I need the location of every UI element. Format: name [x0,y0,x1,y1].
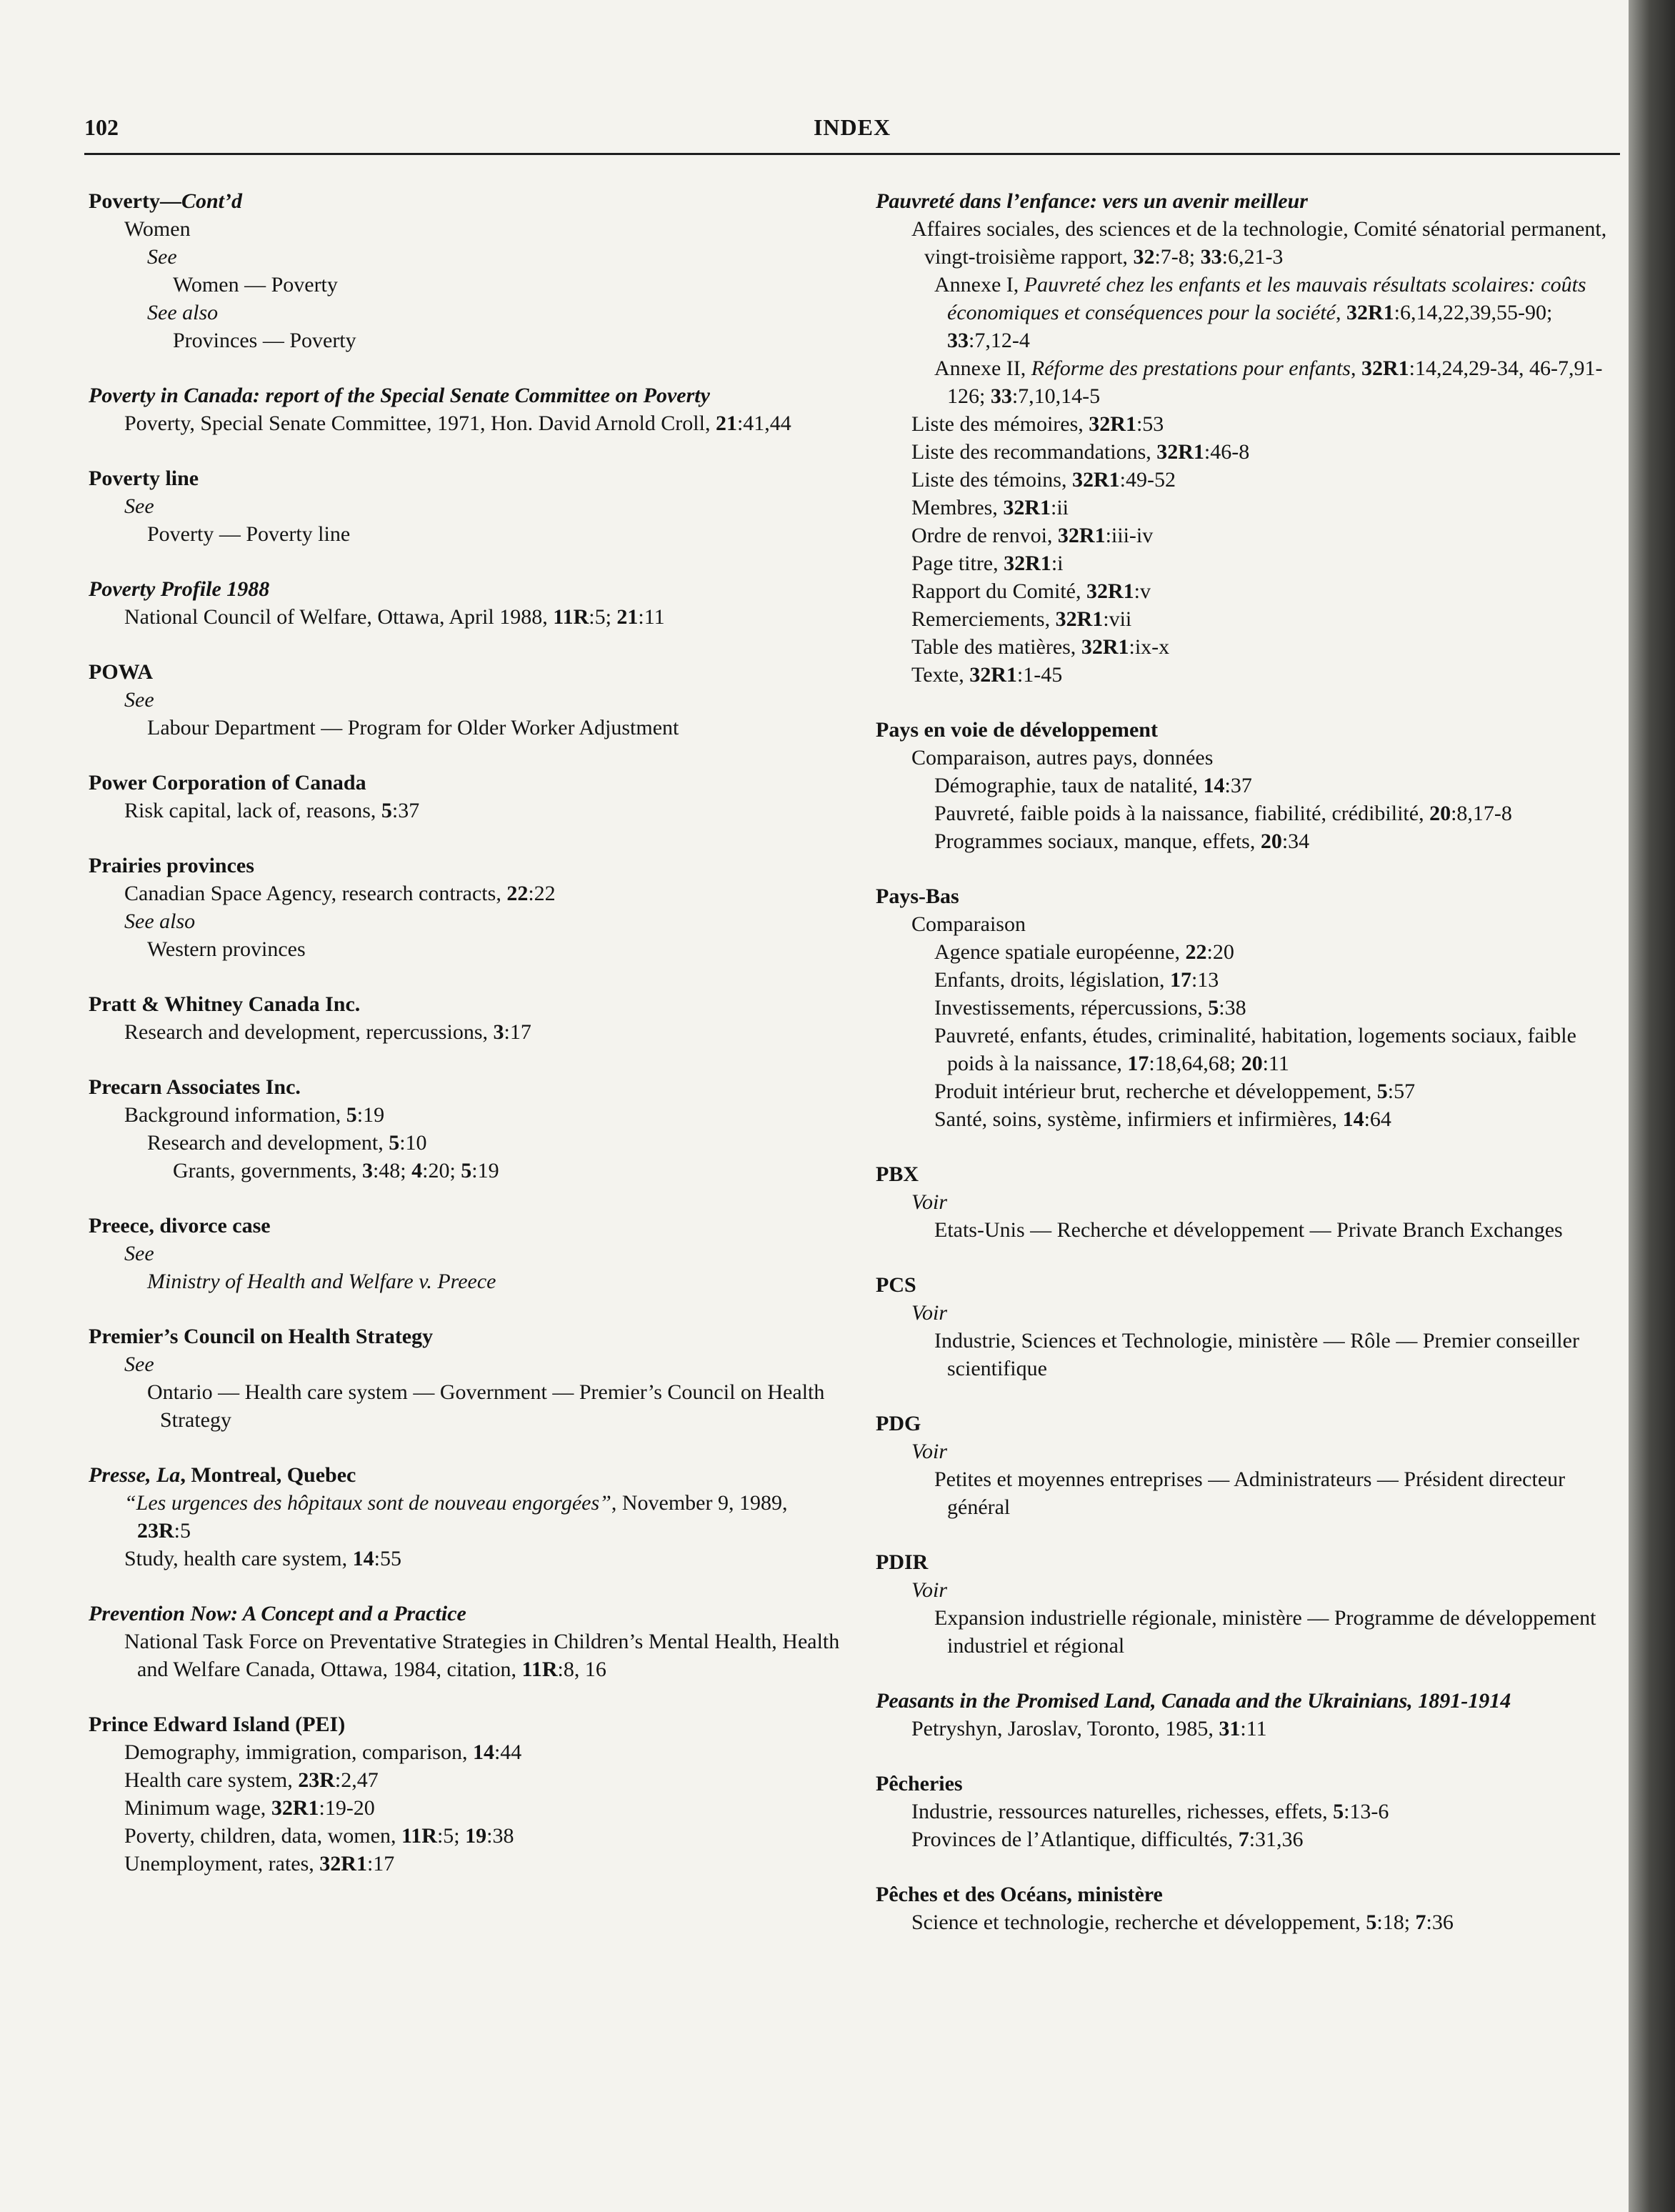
subentry: Affaires sociales, des sciences et de la technologie, Comité sénatorial permanent, vingt-troisième rapport, 32:7-8; 33:6,21-3 [911,217,1607,269]
index-entry-peches-oceans [876,1880,1624,1936]
subentry: Pauvreté, enfants, études, criminalité, habitation, logements sociaux, faible poids à la naissance, 17:18,64,68; 20:11 [934,1024,1576,1075]
subentry: Table des matières, 32R1:ix-x [911,635,1170,659]
subentry: National Council of Welfare, Ottawa, April 1988, 11R:5; 21:11 [124,605,665,629]
cross-ref-target: Western provinces [147,937,306,961]
index-entry-precarn [89,1073,846,1185]
cross-ref-label: Voir [911,1578,948,1602]
index-entry-poverty-line [89,464,846,548]
subentry: Grants, governments, 3:48; 4:20; 5:19 [173,1159,499,1182]
subentry: Research and development, 5:10 [147,1131,427,1155]
cross-ref-target: Industrie, Sciences et Technologie, ministère — Rôle — Premier conseiller scientifique [934,1329,1579,1380]
entry-heading: PDIR [876,1550,929,1574]
subentry: Liste des recommandations, 32R1:46-8 [911,440,1250,464]
subentry: Ordre de renvoi, 32R1:iii-iv [911,524,1154,547]
cross-ref-label: See [124,494,154,518]
subentry: National Task Force on Preventative Strategies in Children’s Mental Health, Health and Welfare Canada, Ottawa, 1984, citation, 11R:8, 16 [124,1630,840,1681]
subentry: Health care system, 23R:2,47 [124,1768,379,1792]
entry-heading: Pêches et des Océans, ministère [876,1883,1163,1906]
page-header [84,113,1620,155]
entry-heading: Power Corporation of Canada [89,771,366,794]
index-entry-pecheries [876,1770,1624,1853]
cross-ref-target: Labour Department — Program for Older Worker Adjustment [147,716,679,739]
entry-heading: Premier’s Council on Health Strategy [89,1325,434,1348]
subentry: Demography, immigration, comparison, 14:44 [124,1740,522,1764]
entry-heading: PDG [876,1412,921,1435]
index-entry-pbx [876,1160,1624,1244]
subentry: Minimum wage, 32R1:19-20 [124,1796,375,1820]
subentry: “Les urgences des hôpitaux sont de nouveau engorgées”, November 9, 1989, 23R:5 [124,1491,788,1543]
entry-heading: Preece, divorce case [89,1214,271,1237]
entry-heading: Precarn Associates Inc. [89,1075,301,1099]
subentry: Annexe II, Réforme des prestations pour enfants, 32R1:14,24,29-34, 46-7,91-126; 33:7,10,14-5 [934,357,1603,408]
index-entry-peasants [876,1687,1624,1743]
entry-heading: Pays en voie de développement [876,718,1158,742]
cross-ref-label: Voir [911,1190,948,1214]
subentry: Produit intérieur brut, recherche et développement, 5:57 [934,1080,1416,1103]
cross-ref-target: Poverty — Poverty line [147,522,351,546]
subentry: Women [124,217,191,241]
cross-ref-target: Ontario — Health care system — Government — Premier’s Council on Health Strategy [147,1380,825,1432]
subentry: Démographie, taux de natalité, 14:37 [934,774,1252,797]
index-entry-pauvrete-enfance [876,187,1624,689]
index-entry-premiers-council [89,1322,846,1434]
index-column-right [876,187,1624,1963]
cross-ref-label: See [124,1352,154,1376]
subentry: Provinces de l’Atlantique, difficultés, 7:31,36 [911,1828,1304,1851]
subentry: Enfants, droits, législation, 17:13 [934,968,1219,992]
index-entry-prince-edward-island [89,1710,846,1878]
subentry: Texte, 32R1:1-45 [911,663,1063,687]
index-entry-powa [89,658,846,742]
entry-heading: POWA [89,660,153,684]
index-entry-pdg [876,1410,1624,1521]
entry-heading: Poverty line [89,467,199,490]
cross-ref-target: Provinces — Poverty [173,329,356,352]
subentry: Research and development, repercussions, 3:17 [124,1020,531,1044]
subentry: Poverty, Special Senate Committee, 1971, Hon. David Arnold Croll, 21:41,44 [124,412,791,435]
entry-heading: Poverty—Cont’d [89,189,242,213]
index-entry-pdir [876,1548,1624,1660]
entry-heading: Pêcheries [876,1772,963,1795]
entry-heading: Peasants in the Promised Land, Canada and the Ukrainians, 1891-1914 [876,1689,1511,1713]
subentry: Annexe I, Pauvreté chez les enfants et les mauvais résultats scolaires: coûts économiques et conséquences pour la société, 32R1:6,14,22,39,55-90; 33:7,12-4 [934,273,1586,352]
entry-heading: Poverty Profile 1988 [89,577,270,601]
index-entry-poverty-in-canada [89,382,846,437]
subentry: Agence spatiale européenne, 22:20 [934,940,1234,964]
entry-heading: Prince Edward Island (PEI) [89,1713,346,1736]
entry-heading: Presse, La, Montreal, Quebec [89,1463,356,1487]
subentry: Remerciements, 32R1:vii [911,607,1132,631]
entry-heading: PCS [876,1273,916,1297]
index-entry-presse-la [89,1461,846,1573]
cross-ref-label: Voir [911,1301,948,1325]
subentry: Petryshyn, Jaroslav, Toronto, 1985, 31:11 [911,1717,1267,1740]
subentry: Liste des témoins, 32R1:49-52 [911,468,1176,492]
subentry: Comparaison, autres pays, données [911,746,1214,769]
cross-ref-target: Ministry of Health and Welfare v. Preece [147,1270,496,1293]
subentry: Liste des mémoires, 32R1:53 [911,412,1164,436]
subentry: Industrie, ressources naturelles, richesses, effets, 5:13-6 [911,1800,1389,1823]
cross-ref-label: See also [147,301,219,324]
entry-heading: Prairies provinces [89,854,254,877]
cross-ref-target: Women — Poverty [173,273,338,297]
cross-ref-label: See also [124,910,196,933]
entry-heading: PBX [876,1162,919,1186]
entry-heading: Pays-Bas [876,885,959,908]
cross-ref-target: Petites et moyennes entreprises — Administrateurs — Président directeur général [934,1468,1566,1519]
subentry: Pauvreté, faible poids à la naissance, fiabilité, crédibilité, 20:8,17-8 [934,802,1512,825]
index-entry-pays-bas [876,882,1624,1133]
subentry: Page titre, 32R1:i [911,552,1064,575]
subentry: Unemployment, rates, 32R1:17 [124,1852,395,1875]
cross-ref-target: Etats-Unis — Recherche et développement — Private Branch Exchanges [934,1218,1563,1242]
subentry: Santé, soins, système, infirmiers et infirmières, 14:64 [934,1107,1391,1131]
cross-ref-label: See [124,688,154,712]
subentry: Investissements, répercussions, 5:38 [934,996,1246,1020]
subentry: Background information, 5:19 [124,1103,385,1127]
index-entry-poverty-contd [89,187,846,354]
subentry: Membres, 32R1:ii [911,496,1069,519]
subentry: Comparaison [911,912,1026,936]
index-entry-prairies-provinces [89,852,846,963]
index-entry-poverty-profile [89,575,846,631]
subentry: Poverty, children, data, women, 11R:5; 19:38 [124,1824,514,1848]
subentry: Canadian Space Agency, research contracts, 22:22 [124,882,556,905]
entry-heading: Prevention Now: A Concept and a Practice [89,1602,466,1625]
entry-heading: Pratt & Whitney Canada Inc. [89,992,361,1016]
index-column-left [89,187,846,1905]
subentry: Study, health care system, 14:55 [124,1547,401,1570]
index-entry-pays-en-voie [876,716,1624,855]
entry-heading: Poverty in Canada: report of the Special Senate Committee on Poverty [89,384,710,407]
index-entry-prevention-now [89,1600,846,1683]
index-entry-power-corporation [89,769,846,824]
index-entry-preece [89,1212,846,1295]
entry-heading: Pauvreté dans l’enfance: vers un avenir meilleur [876,189,1308,213]
index-entry-pratt-whitney [89,990,846,1046]
page-edge-shadow [1629,0,1675,2212]
cross-ref-label: See [124,1242,154,1265]
index-entry-pcs [876,1271,1624,1382]
cross-ref-label: See [147,245,177,269]
subentry: Science et technologie, recherche et développement, 5:18; 7:36 [911,1910,1454,1934]
cross-ref-target: Expansion industrielle régionale, ministère — Programme de développement industriel et régional [934,1606,1596,1658]
subentry: Programmes sociaux, manque, effets, 20:34 [934,830,1310,853]
page-title: INDEX [813,114,891,140]
subentry: Risk capital, lack of, reasons, 5:37 [124,799,420,822]
subentry: Rapport du Comité, 32R1:v [911,579,1151,603]
cross-ref-label: Voir [911,1440,948,1463]
page-number: 102 [84,114,119,140]
